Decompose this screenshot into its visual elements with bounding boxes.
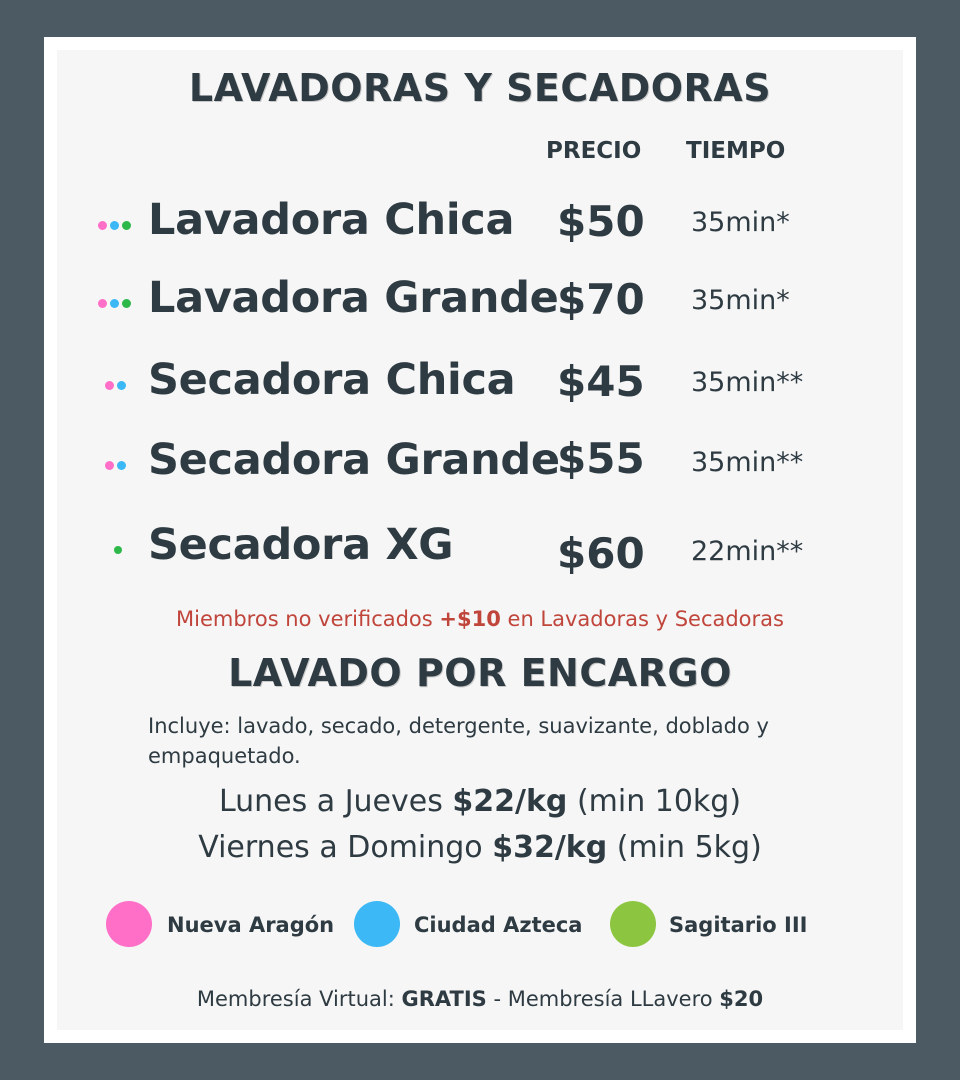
section-title-service: LAVADO POR ENCARGO xyxy=(228,651,732,695)
service-name: Secadora Chica xyxy=(148,355,516,405)
pink-dot-icon xyxy=(98,299,107,308)
blue-dot-icon xyxy=(110,221,119,230)
virtual-label: Membresía Virtual: xyxy=(196,987,402,1011)
blue-dot-icon xyxy=(110,299,119,308)
service-row xyxy=(57,195,903,255)
notice-suffix: en Lavadoras y Secadoras xyxy=(500,607,784,631)
service-time: 35min** xyxy=(691,367,804,398)
footer-separator: - xyxy=(486,987,508,1011)
branch-label: Ciudad Azteca xyxy=(414,913,583,937)
virtual-price: GRATIS xyxy=(401,987,487,1011)
green-dot-icon xyxy=(122,221,131,230)
service-row xyxy=(57,520,903,580)
pink-dot-icon xyxy=(105,461,114,470)
service-time: 35min* xyxy=(691,207,790,238)
pink-circle-icon xyxy=(106,901,152,947)
branch-dots xyxy=(105,381,126,390)
service-time: 35min** xyxy=(691,447,804,478)
branch-legend xyxy=(57,901,903,951)
section-title-machines: LAVADORAS Y SECADORAS xyxy=(188,66,772,110)
card-frame xyxy=(44,37,916,1043)
notice-prefix: Miembros no verificados xyxy=(176,607,440,631)
unverified-members-notice xyxy=(57,607,903,631)
blue-dot-icon xyxy=(117,381,126,390)
branch-label: Nueva Aragón xyxy=(167,913,335,937)
branch-dots xyxy=(98,299,131,308)
service-name: Lavadora Grande xyxy=(148,273,559,323)
service-price: $70 xyxy=(557,275,645,324)
service-name: Secadora Grande xyxy=(148,435,560,485)
column-header-time: TIEMPO xyxy=(686,138,786,164)
service-price: $45 xyxy=(557,357,645,406)
weekday-min: (min 10kg) xyxy=(567,784,742,819)
column-header-price: PRECIO xyxy=(546,138,642,164)
service-row xyxy=(57,355,903,415)
price-card xyxy=(57,50,903,1030)
weekday-rate xyxy=(57,784,903,819)
service-price: $50 xyxy=(557,197,645,246)
service-row xyxy=(57,273,903,333)
service-name: Lavadora Chica xyxy=(148,195,515,245)
branch-dots xyxy=(105,461,126,470)
branch-dots xyxy=(114,546,122,554)
llavero-label: Membresía LLavero xyxy=(507,987,720,1011)
weekday-price: $22/kg xyxy=(452,784,568,819)
notice-amount: +$10 xyxy=(439,607,501,631)
green-circle-icon xyxy=(610,901,656,947)
branch-label: Sagitario III xyxy=(669,913,808,937)
service-price: $60 xyxy=(557,529,645,578)
service-includes: Incluye: lavado, secado, detergente, suavizante, doblado y empaquetado. xyxy=(148,714,769,768)
weekend-price: $32/kg xyxy=(492,830,608,865)
pink-dot-icon xyxy=(105,381,114,390)
service-time: 35min* xyxy=(691,285,790,316)
blue-dot-icon xyxy=(117,461,126,470)
weekend-min: (min 5kg) xyxy=(607,830,762,865)
weekend-rate xyxy=(57,830,903,865)
service-time: 22min** xyxy=(691,536,804,567)
blue-circle-icon xyxy=(354,901,400,947)
pink-dot-icon xyxy=(98,221,107,230)
green-dot-icon xyxy=(114,546,122,554)
llavero-price: $20 xyxy=(719,987,764,1011)
green-dot-icon xyxy=(122,299,131,308)
service-name: Secadora XG xyxy=(148,520,454,570)
branch-dots xyxy=(98,221,131,230)
weekday-label: Lunes a Jueves xyxy=(218,784,453,819)
service-row xyxy=(57,435,903,495)
weekend-label: Viernes a Domingo xyxy=(198,830,493,865)
service-price: $55 xyxy=(557,434,645,483)
membership-footer xyxy=(57,987,903,1011)
